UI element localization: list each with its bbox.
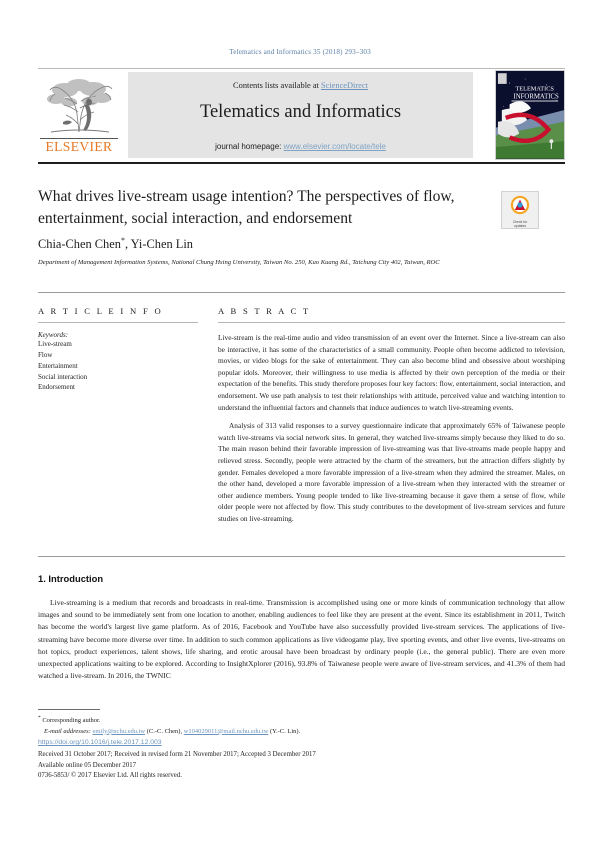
email-link-primary[interactable]: emily@nchu.edu.tw <box>92 727 146 735</box>
journal-homepage-line <box>128 142 473 151</box>
masthead-bottom-rule <box>38 162 565 164</box>
copyright-line: 0736-5853/ © 2017 Elsevier Ltd. All rights reserved. <box>38 772 182 779</box>
crossmark-badge[interactable] <box>501 191 539 229</box>
running-head: Telematics and Informatics 35 (2018) 293–303 <box>229 48 371 56</box>
abstract-paragraph-1: Live-stream is the real-time audio and video transmission of an event over the Internet. Since a live-stream can also be interactive, it has some of the characteristics of a small community. People often become addicted to television, movies, or video blogs for the sake of entertainment. They can also become blind and obsessive about worshiping popular idols. Moreover, their willingness to use media is affected by their own perception of the media or their expectation of the benefits. This study therefore proposes four key factors: flow, entertainment, social interaction, and endorsement. We use path analysis to test their relationships with attitude, perceived value and watching intention to understand the influential factors and channels that induce audiences to watch live-streaming events. <box>218 333 565 412</box>
abstract-heading: A B S T R A C T <box>218 306 311 316</box>
journal-cover-art <box>496 71 564 159</box>
keyword-item: Live-stream <box>38 340 72 348</box>
sciencedirect-link[interactable]: ScienceDirect <box>320 81 368 90</box>
article-info-column <box>38 306 198 393</box>
abstract-paragraph-2: Analysis of 313 valid responses to a survey questionnaire indicate that approximately 65% of Taiwanese people watch live-streams via social network sites. In general, they watched live-streams simply because they liked to do so. The main reason behind their favorable impression of live-streaming was that live-streams made people happy and relieved stress. Secondly, people were attracted by the charm of the streamers, but the attraction differs slightly by gender. Females developed a more favorable impression of a live-stream when they admired the streamer. Males, on the other hand, developed a more favorable impression of a live-stream when they interacted with the streamer or other audience members. Young people tended to like live-streaming because it gave them a sense of flow, while older people were not affected by flow. This study contributes to the development of live-stream services and future studies on live-streaming. <box>218 421 565 523</box>
elsevier-tree-icon <box>43 74 115 136</box>
article-info-rule <box>38 322 198 323</box>
masthead-top-rule <box>38 68 565 69</box>
footnote-block <box>38 714 488 737</box>
corresponding-author-text: Corresponding author. <box>40 717 101 725</box>
email-owner-secondary: (Y.-C. Lin). <box>268 727 301 735</box>
elsevier-logo <box>38 72 120 160</box>
publication-dates <box>38 750 488 771</box>
keyword-item: Endorsement <box>38 383 75 392</box>
footnote-separator-rule <box>38 709 100 710</box>
homepage-label-text: journal homepage: <box>215 142 284 151</box>
corresponding-author-note <box>38 714 488 727</box>
email-link-secondary[interactable]: w104029011@mail.nchu.edu.tw <box>183 727 269 735</box>
journal-homepage-link[interactable]: www.elsevier.com/locate/tele <box>283 142 386 151</box>
info-abstract-top-rule <box>38 292 565 293</box>
abstract-bottom-rule <box>38 556 565 557</box>
email-addresses-line <box>38 727 488 738</box>
keyword-item: Flow <box>38 350 53 359</box>
masthead-center-panel <box>128 72 473 158</box>
author-secondary: , Yi-Chen Lin <box>124 237 193 252</box>
keyword-item: Social interaction <box>38 372 88 381</box>
author-list <box>38 236 193 252</box>
crossmark-line1: Check for <box>512 220 528 224</box>
crossmark-line2: updates <box>513 224 527 229</box>
email-owner-primary: (C.-C. Chen), <box>145 727 184 735</box>
crossmark-logo-icon <box>510 195 530 215</box>
abstract-rule <box>218 322 565 323</box>
abstract-column <box>218 306 565 525</box>
author-affiliation: Department of Management Information Systems, National Chung Hsing University, Taiwan No. 250, Kuo Kuang Rd., Taichung City 402, Taiwan, ROC <box>38 259 440 266</box>
journal-title: Telematics and Informatics <box>199 102 402 122</box>
elsevier-wordmark: ELSEVIER <box>45 139 113 154</box>
contents-prefix-text: Contents lists available at <box>233 81 321 90</box>
doi-link[interactable]: https://doi.org/10.1016/j.tele.2017.12.003 <box>38 739 162 746</box>
corresponding-author-note-marker: * <box>38 715 41 721</box>
introduction-paragraph: Live-streaming is a medium that records and broadcasts in real-time. Transmission is accomplished using one or more kinds of communication technology that allow images and sound to be immediately sent from one location to another, enabling audiences to feel like they are present at the event. Since its establishment in 2011, Twitch has become the world's largest live game platform. As of 2016, Facebook and YouTube have also successfully provided live-stream services. The applications of live-streaming have become more diverse over time. In addition to such common applications as live videogame play, live sporting events, and other live events, live-streams on hot topics, product experiences, talent shows, life sharing, and erotic arousal have been broadcast by ordinary people (i.e., the general public). There are even more unexpected applications waiting to be explored. According to InsightXplorer (2016), 93.8% of Taiwanese people were aware of live-stream services, and 41.3% of them had watched a live-stream. In 2016, the TWNIC <box>38 598 565 681</box>
available-online-date: Available online 05 December 2017 <box>38 761 137 769</box>
email-addresses-label: E-mail addresses: <box>44 727 91 735</box>
received-dates: Received 31 October 2017; Received in revised form 21 November 2017; Accepted 3 December 2017 <box>38 751 316 758</box>
page-title: What drives live-stream usage intention? The perspectives of flow, entertainment, social interaction, and endorsement <box>38 188 455 228</box>
corresponding-author-marker: * <box>120 236 125 245</box>
author-primary: Chia-Chen Chen <box>38 237 121 252</box>
svg-text:TELEMATICS: TELEMATICS <box>515 85 554 93</box>
journal-masthead <box>38 68 565 163</box>
contents-available-line <box>128 81 473 90</box>
keywords-label: Keywords: <box>38 331 69 339</box>
article-info-heading: A R T I C L E I N F O <box>38 306 164 316</box>
svg-text:INFORMATICS: INFORMATICS <box>513 93 559 101</box>
journal-cover-thumbnail <box>495 70 565 160</box>
title-block <box>38 186 493 230</box>
section-heading-introduction: 1. Introduction <box>38 573 104 584</box>
keyword-item: Entertainment <box>38 361 78 370</box>
